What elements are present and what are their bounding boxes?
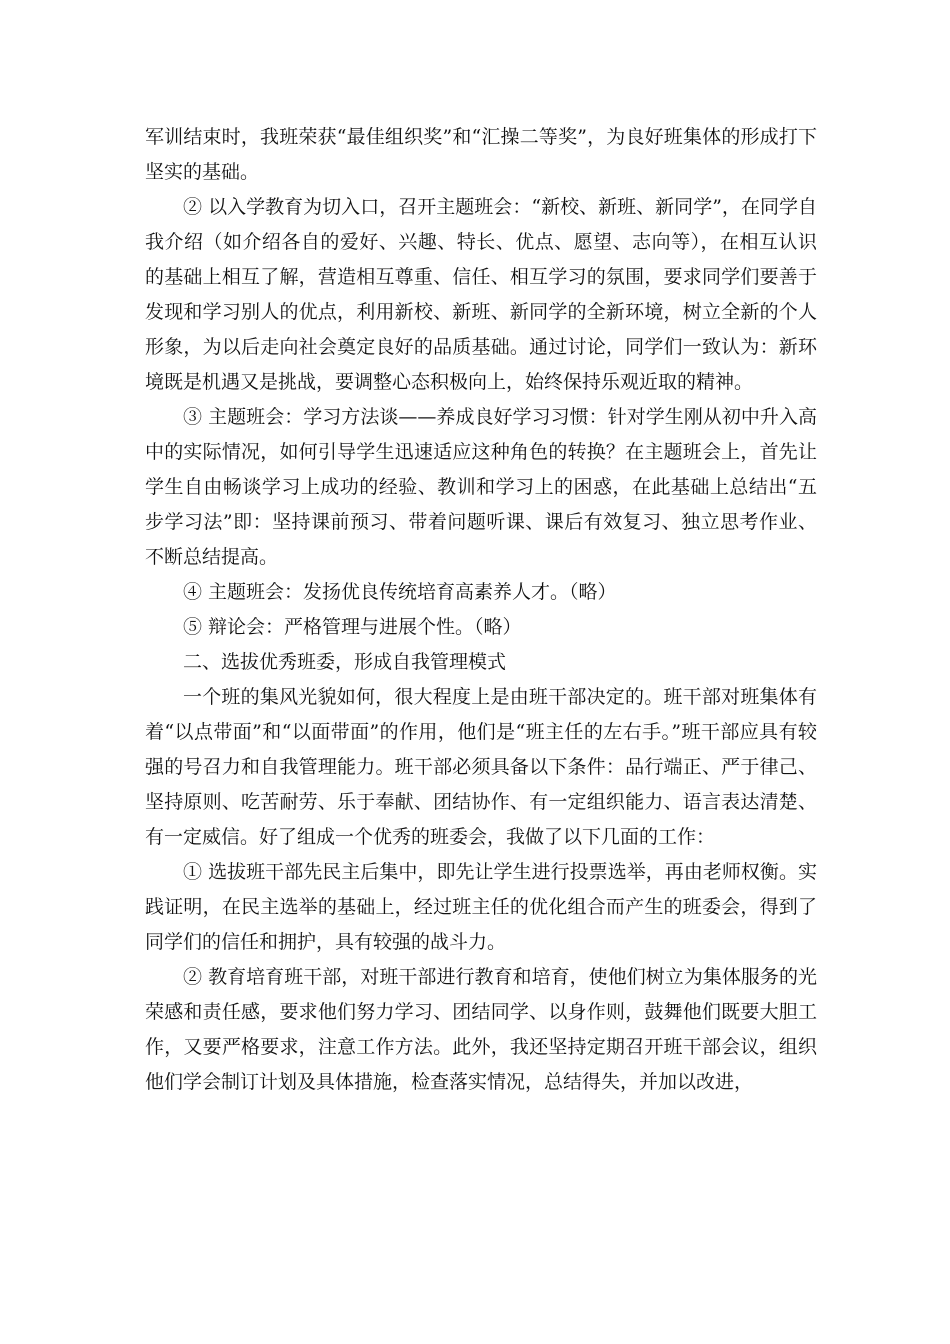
document-page — [145, 120, 817, 1100]
paragraph-study-methods: ③ 主题班会：学习方法谈——养成良好学习习惯：针对学生刚从初中升入高中的实际情况，如何引导学生迅速适应这种角色的转换？在主题班会上，首先让学生自由畅谈学习上成功的经验、教训和学习上的困惑，在此基础上总结出“五步学习法”即：坚持课前预习、带着问题听课、课后有效复习、独立思考作业、不断总结提高。 — [145, 406, 817, 568]
paragraph-tradition-meeting: ④ 主题班会：发扬优良传统培育高素养人才。（略） — [183, 581, 617, 603]
paragraph-cadre-training: ② 教育培育班干部，对班干部进行教育和培育，使他们树立为集体服务的光荣感和责任感，要求他们努力学习、团结同学、以身作则，鼓舞他们既要大胆工作，又要严格要求，注意工作方法。此外，我还坚持定期召开班干部会议，组织他们学会制订计划及具体措施，检查落实情况，总结得失，并加以改进， — [145, 966, 817, 1093]
paragraph-military-training-result: 军训结束时，我班荣获“最佳组织奖”和“汇操二等奖”，为良好班集体的形成打下坚实的基础。 — [145, 126, 817, 183]
paragraph-class-cadres: 一个班的集风光貌如何，很大程度上是由班干部决定的。班干部对班集体有着“以点带面”和“以面带面”的作用，他们是“班主任的左右手。”班干部应具有较强的号召力和自我管理能力。班干部必须具备以下条件：品行端正、严于律己、坚持原则、吃苦耐劳、乐于奉献、团结协作、有一定组织能力、语言表达清楚、有一定威信。好了组成一个优秀的班委会，我做了以下几面的工作： — [145, 686, 817, 848]
paragraph-cadre-selection: ① 选拔班干部先民主后集中，即先让学生进行投票选举，再由老师权衡。实践证明，在民主选举的基础上，经过班主任的优化组合而产生的班委会，得到了同学们的信任和拥护，具有较强的战斗力。 — [145, 861, 817, 953]
paragraph-entrance-education: ② 以入学教育为切入口，召开主题班会：“新校、新班、新同学”，在同学自我介绍（如介绍各自的爱好、兴趣、特长、优点、愿望、志向等），在相互认识的基础上相互了解，营造相互尊重、信任、相互学习的氛围，要求同学们要善于发现和学习别人的优点，利用新校、新班、新同学的全新环境，树立全新的个人形象，为以后走向社会奠定良好的品质基础。通过讨论，同学们一致认为：新环境既是机遇又是挑战，要调整心态积极向上，始终保持乐观近取的精神。 — [145, 196, 817, 393]
section-heading-class-committee: 二、选拔优秀班委，形成自我管理模式 — [183, 651, 507, 673]
paragraph-debate: ⑤ 辩论会：严格管理与进展个性。（略） — [183, 616, 522, 638]
